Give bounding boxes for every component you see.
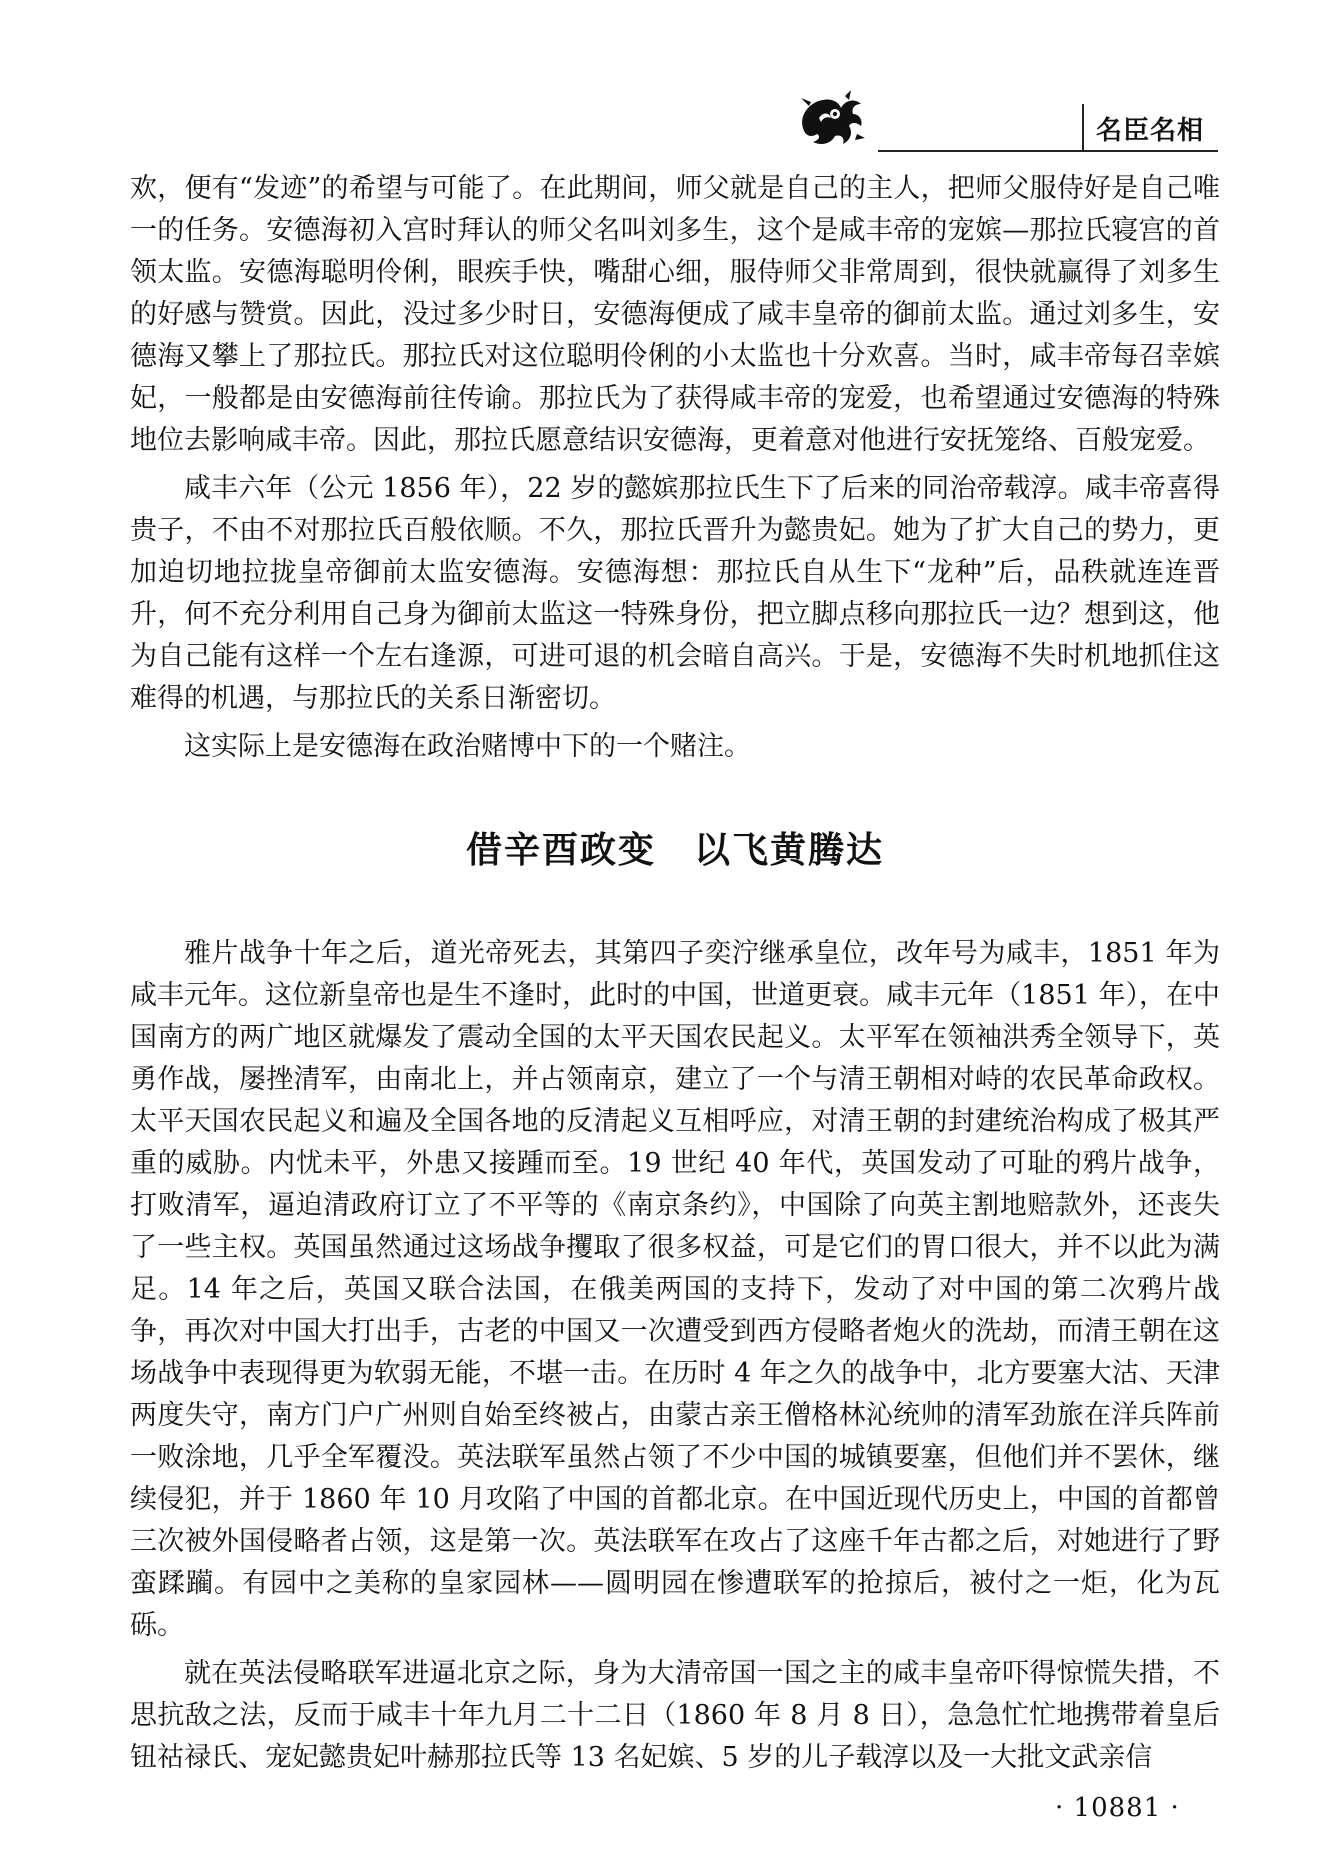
page-number: · 10881 · <box>1055 1793 1180 1823</box>
header-divider-vertical <box>1082 104 1084 150</box>
paragraph: 咸丰六年（公元 1856 年），22 岁的懿嫔那拉氏生下了后来的同治帝载淳。咸丰帝喜得贵子，不由不对那拉氏百般依顺。不久，那拉氏晋升为懿贵妃。她为了扩大自己的势力，更加迫切地拉拢皇帝御前太监安德海。安德海想：那拉氏自从生下“龙种”后，品秩就连连晋升，何不充分利用自己身为御前太监这一特殊身份，把立脚点移向那拉氏一边？想到这，他为自己能有这样一个左右逢源，可进可退的机会暗自高兴。于是，安德海不失时机地抓住这难得的机遇，与那拉氏的关系日渐密切。 <box>130 473 1220 714</box>
section-label: 名臣名相 <box>1096 116 1205 146</box>
page-body <box>130 168 1220 1785</box>
paragraph: 欢，便有“发迹”的希望与可能了。在此期间，师父就是自己的主人，把师父服侍好是自己唯一的任务。安德海初入宫时拜认的师父名叫刘多生，这个是咸丰帝的宠嫔—那拉氏寝宫的首领太监。安德海聪明伶俐，眼疾手快，嘴甜心细，服侍师父非常周到，很快就赢得了刘多生的好感与赞赏。因此，没过多少时日，安德海便成了咸丰皇帝的御前太监。通过刘多生，安德海又攀上了那拉氏。那拉氏对这位聪明伶俐的小太监也十分欢喜。当时，咸丰帝每召幸嫔妃，一般都是由安德海前往传谕。那拉氏为了获得咸丰帝的宠爱，也希望通过安德海的特殊地位去影响咸丰帝。因此，那拉氏愿意结识安德海，更着意对他进行安抚笼络、百般宠爱。 <box>130 173 1220 456</box>
paragraph: 这实际上是安德海在政治赌博中下的一个赌注。 <box>184 731 751 762</box>
chapter-title: 借辛酉政变 以飞黄腾达 <box>465 830 884 871</box>
header-rule <box>878 150 1218 152</box>
dragon-icon <box>795 88 867 150</box>
paragraph: 雅片战争十年之后，道光帝死去，其第四子奕泞继承皇位，改年号为咸丰，1851 年为咸丰元年。这位新皇帝也是生不逢时，此时的中国，世道更衰。咸丰元年（1851 年），在中国南方的两广地区就爆发了震动全国的太平天国农民起义。太平军在领袖洪秀全领导下，英勇作战，屡挫清军，由南北上，并占领南京，建立了一个与清王朝相对峙的农民革命政权。太平天国农民起义和遍及全国各地的反清起义互相呼应，对清王朝的封建统治构成了极其严重的威胁。内忧未平，外患又接踵而至。19 世纪 40 年代，英国发动了可耻的鸦片战争，打败清军，逼迫清政府订立了不平等的《南京条约》，中国除了向英主割地赔款外，还丧失了一些主权。英国虽然通过这场战争攫取了很多权益，可是它们的胃口很大，并不以此为满足。14 年之后，英国又联合法国，在俄美两国的支持下，发动了对中国的第二次鸦片战争，再次对中国大打出手，古老的中国又一次遭受到西方侵略者炮火的洗劫，而清王朝在这场战争中表现得更为软弱无能，不堪一击。在历时 4 年之久的战争中，北方要塞大沽、天津两度失守，南方门户广州则自始至终被占，由蒙古亲王僧格林沁统帅的清军劲旅在洋兵阵前一败涂地，几乎全军覆没。英法联军虽然占领了不少中国的城镇要塞，但他们并不罢休，继续侵犯，并于 1860 年 10 月攻陷了中国的首都北京。在中国近现代历史上，中国的首都曾三次被外国侵略者占领，这是第一次。英法联军在攻占了这座千年古都之后，对她进行了野蛮蹂躏。有园中之美称的皇家园林——圆明园在惨遭联军的抢掠后，被付之一炬，化为瓦砾。 <box>130 938 1220 1641</box>
page-header <box>0 0 1322 160</box>
paragraph: 就在英法侵略联军进逼北京之际，身为大清帝国一国之主的咸丰皇帝吓得惊慌失措，不思抗敌之法，反而于咸丰十年九月二十二日（1860 年 8 月 8 日），急急忙忙地携带着皇后钮祜禄氏、宠妃懿贵妃叶赫那拉氏等 13 名妃嫔、5 岁的儿子载淳以及一大批文武亲信 <box>130 1658 1220 1773</box>
